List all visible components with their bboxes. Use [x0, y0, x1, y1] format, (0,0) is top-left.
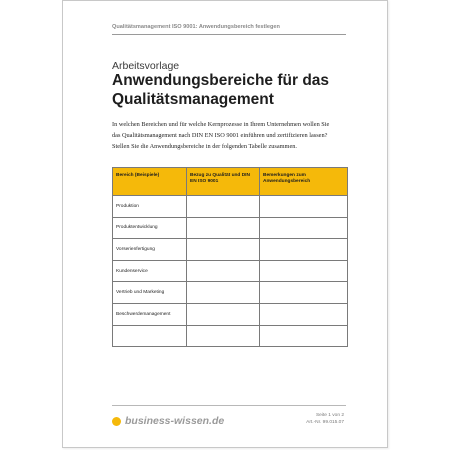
table-cell-relation[interactable]	[187, 282, 260, 304]
table-row	[113, 260, 348, 282]
scope-table	[112, 167, 348, 347]
table-cell-relation[interactable]	[187, 325, 260, 347]
table-header-row	[113, 168, 348, 196]
table-row	[113, 282, 348, 304]
running-header: Qualitätsmanagement ISO 9001: Anwendungsbereich festlegen	[112, 24, 280, 30]
column-header-relation: Bezug zu Qualität und DIN EN ISO 9001	[187, 168, 260, 196]
table-row	[113, 303, 348, 325]
page-number: Seite 1 von 2	[315, 413, 344, 418]
column-header-remarks: Bemerkungen zum Anwendungsbereich	[260, 168, 348, 196]
table-cell-area: Beschwerdemanagement	[113, 303, 187, 325]
table-cell-area[interactable]	[113, 325, 187, 347]
table-row	[113, 196, 348, 218]
logo-dot-icon	[112, 417, 121, 426]
table-cell-area: Kundenservice	[113, 260, 187, 282]
logo-text: business-wissen.de	[125, 415, 225, 427]
table-cell-remarks[interactable]	[260, 239, 348, 261]
table-row	[113, 217, 348, 239]
table-cell-remarks[interactable]	[260, 217, 348, 239]
table-cell-relation[interactable]	[187, 303, 260, 325]
table-cell-relation[interactable]	[187, 217, 260, 239]
footer-divider	[112, 405, 346, 406]
table-cell-remarks[interactable]	[260, 325, 348, 347]
brand-logo	[112, 415, 224, 427]
table-cell-remarks[interactable]	[260, 303, 348, 325]
table-row	[113, 325, 348, 347]
table-row	[113, 239, 348, 261]
table-cell-area: Vorserienfertigung	[113, 239, 187, 261]
footer-meta	[306, 412, 344, 426]
table-cell-area: Produktion	[113, 196, 187, 218]
document-page	[62, 0, 388, 448]
table-cell-area: Vertrieb und Marketing	[113, 282, 187, 304]
intro-paragraph: In welchen Bereichen und für welche Kernprozesse in Ihrem Unternehmen wollen Sie das Qualitätsmanagement nach DIN EN ISO 9001 einführen und zertifizieren lassen? Stellen Sie die Anwendungsbereiche in der folgenden Tabelle zusammen.	[112, 121, 330, 151]
document-type-label: Arbeitsvorlage	[112, 60, 180, 72]
table-cell-relation[interactable]	[187, 196, 260, 218]
table-cell-remarks[interactable]	[260, 260, 348, 282]
article-number: Art.-Nr. 99.015.07	[306, 420, 344, 425]
table-cell-remarks[interactable]	[260, 282, 348, 304]
table-cell-remarks[interactable]	[260, 196, 348, 218]
table-cell-relation[interactable]	[187, 239, 260, 261]
column-header-area: Bereich (Beispiele)	[113, 168, 187, 196]
table-cell-relation[interactable]	[187, 260, 260, 282]
page-title: Anwendungsbereiche für das Qualitätsmanagement	[112, 72, 330, 108]
table-cell-area: Produktentwicklung	[113, 217, 187, 239]
header-divider	[112, 34, 346, 35]
